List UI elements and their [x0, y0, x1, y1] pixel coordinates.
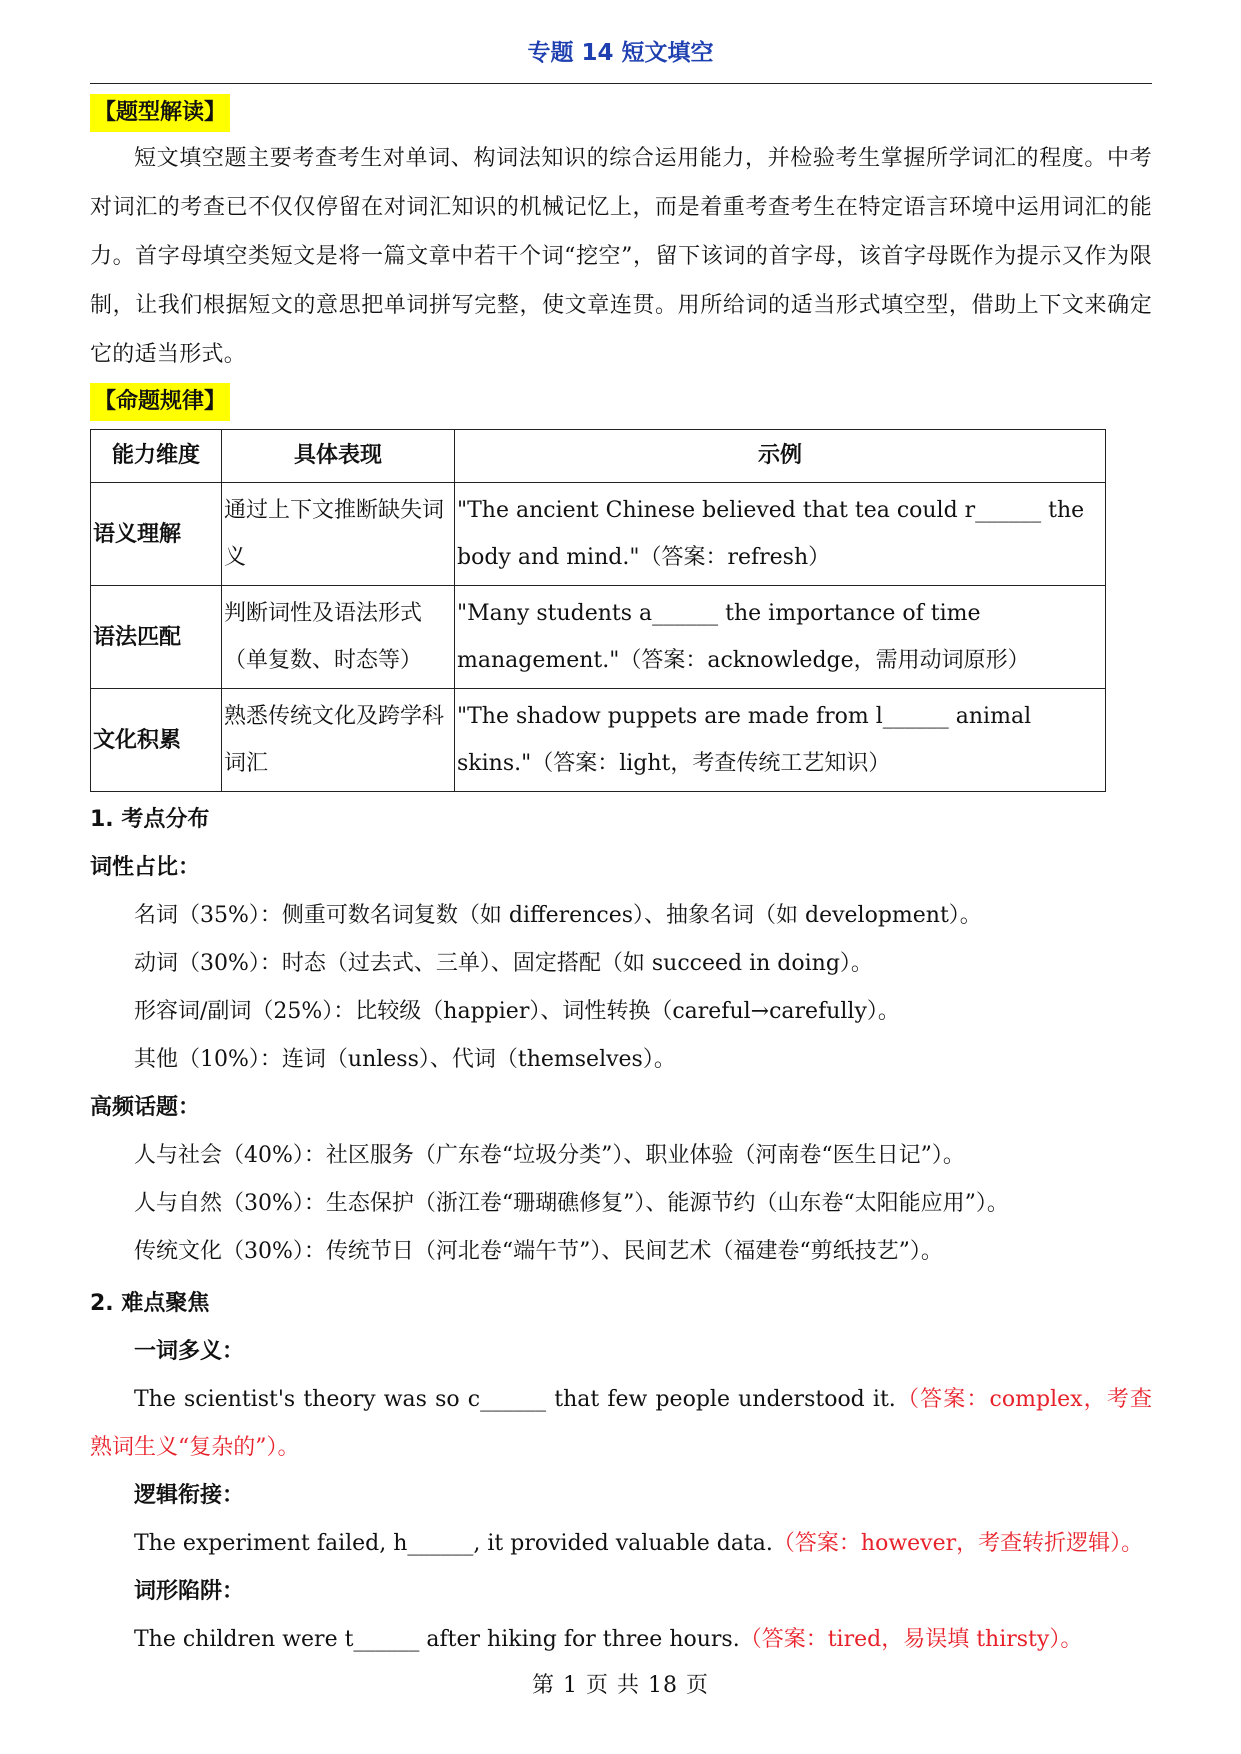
section-tag-rules: 【命题规律】 — [90, 383, 230, 421]
example-item — [90, 1520, 1152, 1568]
example-answer: （答案：tired，易误填 thirsty）。 — [739, 1627, 1083, 1652]
heading-exam-distribution: 1. 考点分布 — [90, 807, 210, 832]
table-row — [91, 586, 1106, 689]
list-item: 传统文化（30%）：传统节日（河北卷“端午节”）、民间艺术（福建卷“剪纸技艺”）。 — [134, 1239, 943, 1264]
table-header-performance: 具体表现 — [222, 430, 455, 483]
example-sentence: The experiment failed, h______, it provided valuable data. — [134, 1531, 773, 1556]
table-cell-dimension: 语法匹配 — [91, 586, 222, 689]
table-row — [91, 689, 1106, 792]
table-cell-example: "The ancient Chinese believed that tea could r______ the body and mind."（答案：refresh） — [455, 483, 1106, 586]
list-item: 名词（35%）：侧重可数名词复数（如 differences）、抽象名词（如 development）。 — [134, 903, 982, 928]
table-cell-performance: 熟悉传统文化及跨学科词汇 — [222, 689, 455, 792]
table-header-example: 示例 — [455, 430, 1106, 483]
table-header-dimension: 能力维度 — [91, 430, 222, 483]
rules-table — [90, 429, 1106, 792]
subheading-pos-ratio: 词性占比： — [90, 855, 201, 880]
page-footer: 第 1 页 共 18 页 — [532, 1673, 709, 1698]
table-cell-example: "The shadow puppets are made from l______ animal skins."（答案：light，考查传统工艺知识） — [455, 689, 1106, 792]
example-item — [90, 1376, 1152, 1472]
example-sentence: The children were t______ after hiking for three hours. — [134, 1627, 740, 1652]
table-cell-performance: 判断词性及语法形式（单复数、时态等） — [222, 586, 455, 689]
subheading-polysemy: 一词多义： — [134, 1339, 245, 1364]
subheading-logic: 逻辑衔接： — [134, 1483, 245, 1508]
example-answer: （答案：complex，考查熟词生义“复杂的”）。 — [90, 1387, 1152, 1460]
list-item: 人与社会（40%）：社区服务（广东卷“垃圾分类”）、职业体验（河南卷“医生日记”）。 — [134, 1143, 965, 1168]
main-content — [90, 94, 1152, 1664]
example-sentence: The scientist's theory was so c______ that few people understood it. — [134, 1387, 896, 1412]
table-cell-example: "Many students a______ the importance of time management."（答案：acknowledge，需用动词原形） — [455, 586, 1106, 689]
header-divider — [90, 83, 1152, 84]
table-cell-dimension: 文化积累 — [91, 689, 222, 792]
page-title: 专题 14 短文填空 — [527, 40, 714, 66]
table-header-row — [91, 430, 1106, 483]
example-answer: （答案：however，考查转折逻辑）。 — [772, 1531, 1144, 1556]
table-cell-dimension: 语义理解 — [91, 483, 222, 586]
list-item: 动词（30%）：时态（过去式、三单）、固定搭配（如 succeed in doing）。 — [134, 951, 873, 976]
section-tag-question-type: 【题型解读】 — [90, 94, 230, 132]
example-item — [90, 1616, 1152, 1664]
table-cell-performance: 通过上下文推断缺失词义 — [222, 483, 455, 586]
list-item: 形容词/副词（25%）：比较级（happier）、词性转换（careful→carefully）。 — [134, 999, 900, 1024]
list-item: 人与自然（30%）：生态保护（浙江卷“珊瑚礁修复”）、能源节约（山东卷“太阳能应用”）。 — [134, 1191, 1009, 1216]
heading-difficulty-focus: 2. 难点聚焦 — [90, 1291, 210, 1316]
subheading-hot-topics: 高频话题： — [90, 1095, 201, 1120]
table-row — [91, 483, 1106, 586]
subheading-word-form: 词形陷阱： — [134, 1579, 245, 1604]
intro-paragraph: 短文填空题主要考查考生对单词、构词法知识的综合运用能力，并检验考生掌握所学词汇的程度。中考对词汇的考查已不仅仅停留在对词汇知识的机械记忆上，而是着重考查考生在特定语言环境中运用词汇的能力。首字母填空类短文是将一篇文章中若干个词“挖空”，留下该词的首字母，该首字母既作为提示又作为限制，让我们根据短文的意思把单词拼写完整，使文章连贯。用所给词的适当形式填空型，借助上下文来确定它的适当形式。 — [90, 146, 1152, 367]
list-item: 其他（10%）：连词（unless）、代词（themselves）。 — [134, 1047, 676, 1072]
